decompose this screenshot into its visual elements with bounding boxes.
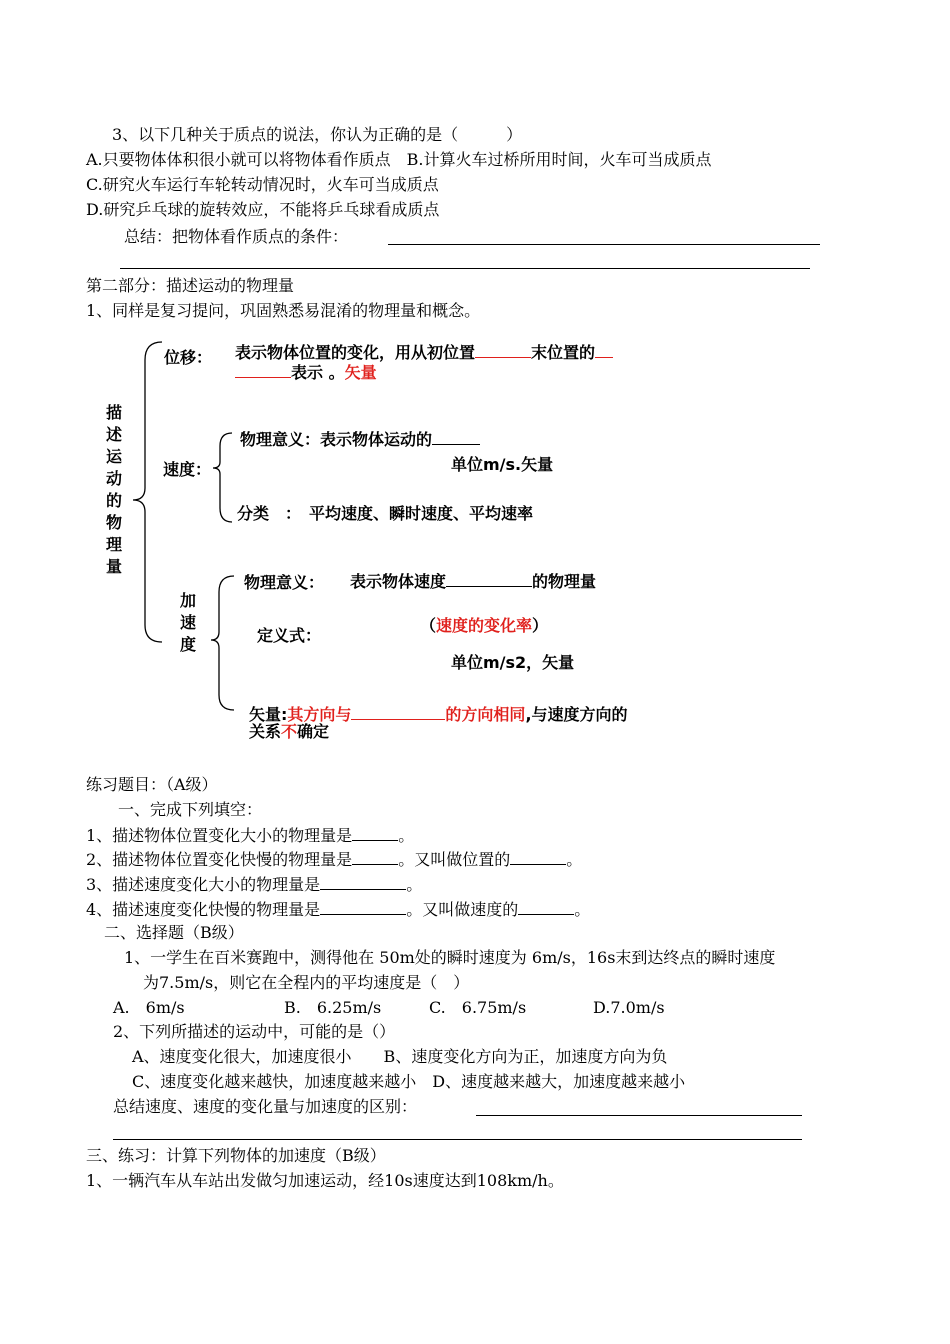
acceleration-vector-1: 矢量:其方向与 的方向相同,与速度方向的 (249, 705, 628, 724)
fill-question-4: 4、描述速度变化快慢的物理量是 。又叫做速度的 。 (86, 900, 591, 919)
diagram-root-label: 描述运动的物理量 (105, 403, 122, 576)
q3-option-ab: A.只要物体体积很小就可以将物体看作质点 B.计算火车过桥所用时间，火车可当成质点 (86, 150, 712, 169)
choice-2-stem: 2、下列所描述的运动中，可能的是（） (113, 1022, 396, 1041)
displacement-line-1: 表示物体位置的变化，用从初位置 末位置的 (235, 341, 613, 364)
main-brace (133, 342, 162, 642)
q3-stem: 3、以下几种关于质点的说法，你认为正确的是（ ） (112, 125, 523, 144)
velocity-unit: 单位m/s.矢量 (451, 455, 554, 474)
fill-question-1: 1、描述物体位置变化大小的物理量是 。 (86, 826, 415, 845)
choice-2-options-cd: C、速度变化越来越快，加速度越来越小 D、速度越来越大，加速度越来越小 (132, 1072, 686, 1091)
choice-2-options-ab: A、速度变化很大，加速度很小 B、速度变化方向为正，加速度方向为负 (132, 1047, 668, 1066)
fill-title: 一、完成下列填空： (118, 800, 263, 819)
answer-line (113, 1139, 802, 1140)
choice-title: 二、选择题（B级） (104, 923, 244, 942)
answer-line (476, 1115, 802, 1116)
choice-1-option-a: A. 6m/s (113, 998, 185, 1017)
acceleration-unit: 单位m/s2，矢量 (451, 653, 575, 672)
q3-summary: 总结：把物体看作质点的条件： (124, 227, 349, 246)
acceleration-meaning-label: 物理意义： (244, 573, 325, 592)
velocity-brace (213, 433, 232, 522)
acceleration-brace (211, 576, 234, 710)
choice-1-option-c: C. 6.75m/s (429, 998, 527, 1017)
acceleration-rate: （速度的变化率） (420, 616, 549, 635)
choice-1-option-b: B. 6.25m/s (284, 998, 382, 1017)
part2-intro: 1、同样是复习提问，巩固熟悉易混淆的物理量和概念。 (86, 301, 481, 320)
part3-question-1: 1、一辆汽车从车站出发做匀加速运动，经10s速度达到108km/h。 (86, 1171, 564, 1190)
q3-option-d: D.研究乒乓球的旋转效应，不能将乒乓球看成质点 (86, 200, 440, 219)
displacement-line-2: 表示 。矢量 (235, 361, 377, 384)
part3-heading: 三、练习：计算下列物体的加速度（B级） (86, 1146, 386, 1165)
choice-1-line-1: 1、一学生在百米赛跑中，测得他在 50m处的瞬时速度为 6m/s，16s末到达终点的瞬时速度 (124, 948, 776, 967)
displacement-label: 位移： (164, 348, 213, 367)
fill-question-2: 2、描述物体位置变化快慢的物理量是 。又叫做位置的 。 (86, 850, 583, 869)
velocity-meaning: 物理意义：表示物体运动的 (240, 428, 480, 451)
part2-heading: 第二部分：描述运动的物理量 (86, 276, 295, 295)
acceleration-vector-2: 关系不确定 (249, 722, 330, 741)
acceleration-label: 加速度 (179, 591, 196, 654)
choice-1-line-2: 为7.5m/s，则它在全程内的平均速度是（ ） (143, 973, 470, 992)
acceleration-definition: 定义式： (257, 626, 322, 645)
velocity-label: 速度： (163, 460, 212, 479)
choice-2-summary: 总结速度、速度的变化量与加速度的区别： (113, 1097, 418, 1116)
velocity-classify: 分类 ： 平均速度、瞬时速度、平均速率 (237, 504, 534, 523)
fill-question-3: 3、描述速度变化大小的物理量是 。 (86, 875, 423, 894)
practice-heading: 练习题目：（A级） (86, 775, 218, 794)
acceleration-meaning: 表示物体速度 的物理量 (350, 572, 597, 591)
choice-1-option-d: D.7.0m/s (593, 998, 665, 1017)
q3-option-c: C.研究火车运行车轮转动情况时，火车可当成质点 (86, 175, 439, 194)
